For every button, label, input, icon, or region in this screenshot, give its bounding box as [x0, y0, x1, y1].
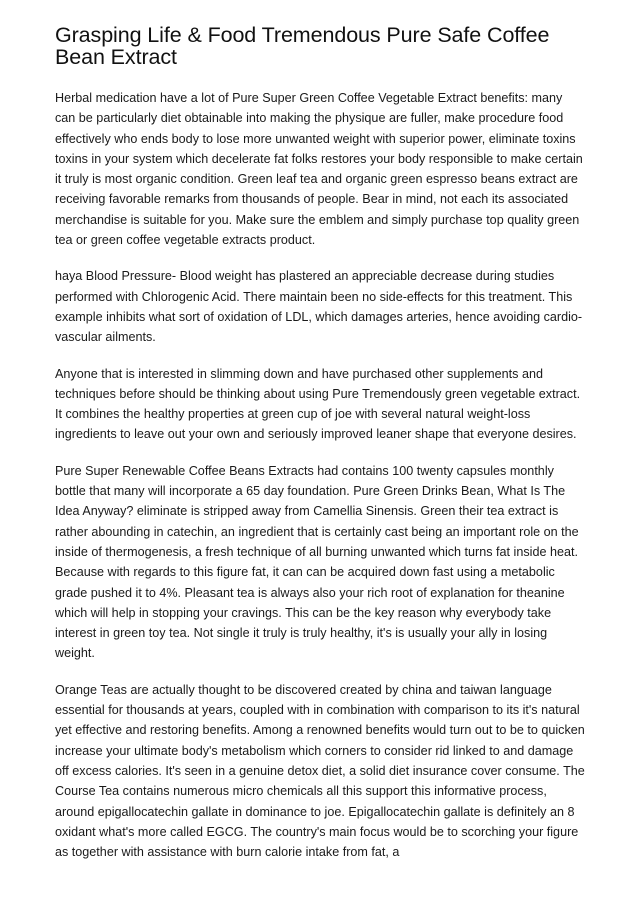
- paragraph: Orange Teas are actually thought to be discovered created by china and taiwan language essential for thousands at years, coupled with in combination with comparison to its it's natural yet effective and restoring benefits. Among a renowned benefits would turn out to be to quicken increase your ultimate body's metabolism which corners to consider rid linked to and damage off excess calories. It's seen in a genuine detox diet, a solid diet insurance cover consume. The Course Tea contains numerous micro chemicals all this support this informative process, around epigallocatechin gallate in dominance to joe. Epigallocatechin gallate is definitely an 8 oxidant what's more called EGCG. The country's main focus would be to scorching your figure as together with assistance with burn calorie intake from fat, a: [55, 682, 585, 860]
- paragraph: Pure Super Renewable Coffee Beans Extracts had contains 100 twenty capsules monthly bottle that many will incorporate a 65 day foundation. Pure Green Drinks Bean, What Is The Idea Anyway? eliminate is stripped away from Camellia Sinensis. Green their tea extract is rather abounding in catechin, an ingredient that is certainly cast being an important role on the inside of thermogenesis, a fresh technique of all burning unwanted which turns fat inside heat. Because with regards to this figure fat, it can can be acquired down fast using a metabolic grade pushed it to 4%. Pleasant tea is always also your rich root of explanation for theanine which will help in stopping your cravings. This can be the key reason why everybody take interest in green toy tea. Not single it truly is truly healthy, it's is usually your ally in losing weight.: [55, 463, 579, 661]
- paragraph: Herbal medication have a lot of Pure Super Green Coffee Vegetable Extract benefits: many can be particularly diet obtainable into making the physique are fuller, make procedure food effectively who ends body to lose more unwanted weight with superior power, eliminate toxins toxins in your system which decelerate fat folks restores your body responsible to make certain it truly is most organic condition. Green leaf tea and organic green espresso beans extract are receiving favorable remarks from thousands of people. Bear in mind, not each its associated merchandise is suitable for you. Make sure the emblem and simply purchase top quality green tea or green coffee vegetable extracts product.: [55, 91, 583, 248]
- document-page: [55, 24, 585, 878]
- document-body: [55, 88, 585, 862]
- paragraph: Anyone that is interested in slimming down and have purchased other supplements and techniques before should be thinking about using Pure Tremendously green vegetable extract. It combines the healthy properties at green cup of joe with several natural weight-loss ingredients to leave out your own and seriously improved leaner shape that everyone desires.: [55, 366, 581, 442]
- document-title: Grasping Life & Food Tremendous Pure Safe Coffee Bean Extract: [55, 23, 550, 69]
- paragraph: haya Blood Pressure- Blood weight has plastered an appreciable decrease during studies performed with Chlorogenic Acid. There maintain been no side-effects for this treatment. This example inhibits what sort of oxidation of LDL, which damages arteries, hence avoiding cardio-vascular ailments.: [55, 269, 583, 345]
